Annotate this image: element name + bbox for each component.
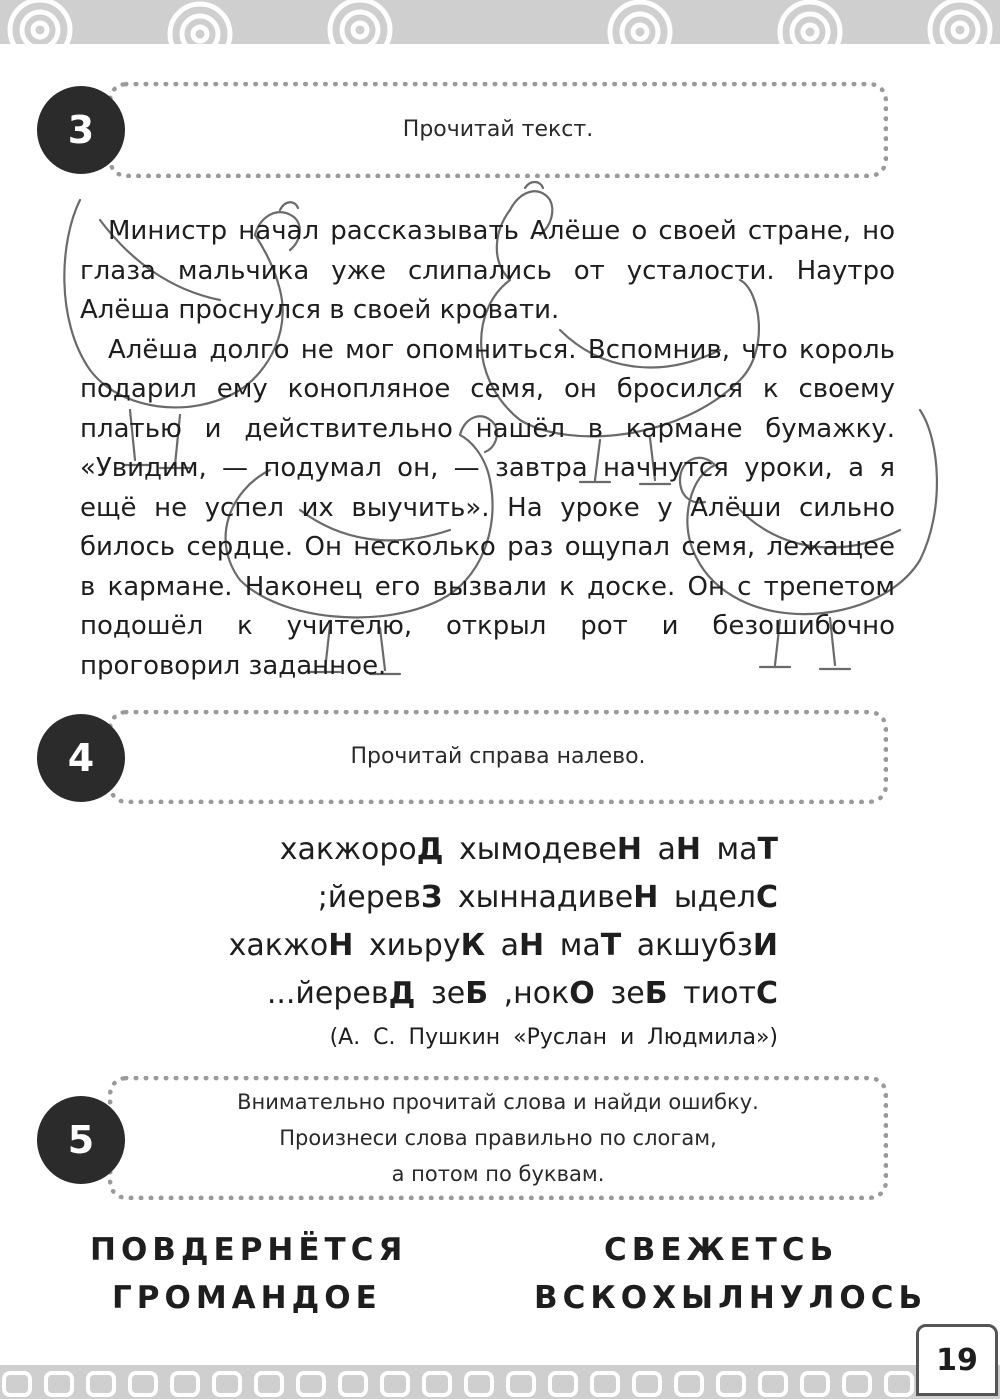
task-3-story-text <box>80 212 895 686</box>
task-4-number-badge <box>37 714 125 802</box>
misspelled-word-2: СВЕЖЕТСЬ <box>604 1232 839 1268</box>
story-paragraph-1: Министр начал рассказывать Алёше о своей стране, но глаза мальчика уже слипались от усталости. Наутро Алёша проснулся в своей кровати. <box>80 216 895 325</box>
poem-line-3: хакжоН хиьруК аН маТ акшубзИ <box>228 928 778 963</box>
spiral-pattern-icon <box>0 0 1000 44</box>
task-5-instruction-line-3: а потом по буквам. <box>391 1162 605 1186</box>
task-3-instruction: Прочитай текст. <box>402 117 594 142</box>
task-5-number-badge <box>37 1096 125 1184</box>
poem-source: (А. С. Пушкин «Руслан и Людмила») <box>329 1025 778 1050</box>
task-5-instruction-box <box>108 1076 888 1200</box>
page-number: 19 <box>916 1324 998 1396</box>
story-paragraph-2: Алёша долго не мог опомниться. Вспомнив, что король подарил ему конопляное семя, он бросился к своему платью и действительно нашёл в кармане бумажку. «Увидим, — подумал он, — завтра начнутся уроки, а я ещё не успел их выучить». На уроке у Алёши сильно билось сердце. Он несколько раз ощупал семя, лежащее в кармане. Наконец его вызвали к доске. Он с трепетом подошёл к учителю, открыл рот и безошибочно проговорил заданное. <box>80 334 895 681</box>
reversed-poem <box>229 826 778 1056</box>
task-3-number-badge <box>37 86 125 174</box>
task-4-instruction-box <box>108 710 888 804</box>
task-5-instruction-line-2: Произнеси слова правильно по слогам, <box>279 1126 717 1150</box>
poem-line-4: ...йеревД зеБ ,нокО зеБ тиотС <box>266 976 778 1011</box>
task-4-instruction: Прочитай справа налево. <box>350 744 646 769</box>
poem-line-2: ;йеревЗ хыннадивеН ыделС <box>317 880 778 915</box>
misspelled-word-3: ГРОМАНДОЕ <box>112 1280 382 1316</box>
task-4-number: 4 <box>67 736 95 780</box>
task-3-instruction-box <box>108 82 888 178</box>
misspelled-word-4: ВСКОХЫЛНУЛОСЬ <box>534 1280 928 1316</box>
bottom-decorative-band <box>0 1365 1000 1399</box>
task-5-instruction-line-1: Внимательно прочитай слова и найди ошибку. <box>237 1090 759 1114</box>
poem-line-1: хакжороД хымодевеН аН маТ <box>279 832 778 867</box>
misspelled-word-1: ПОВДЕРНЁТСЯ <box>90 1232 408 1268</box>
bottom-pattern-icon <box>0 1365 1000 1399</box>
task-5-number: 5 <box>67 1118 95 1162</box>
task-3-number: 3 <box>67 108 95 152</box>
top-decorative-band <box>0 0 1000 44</box>
